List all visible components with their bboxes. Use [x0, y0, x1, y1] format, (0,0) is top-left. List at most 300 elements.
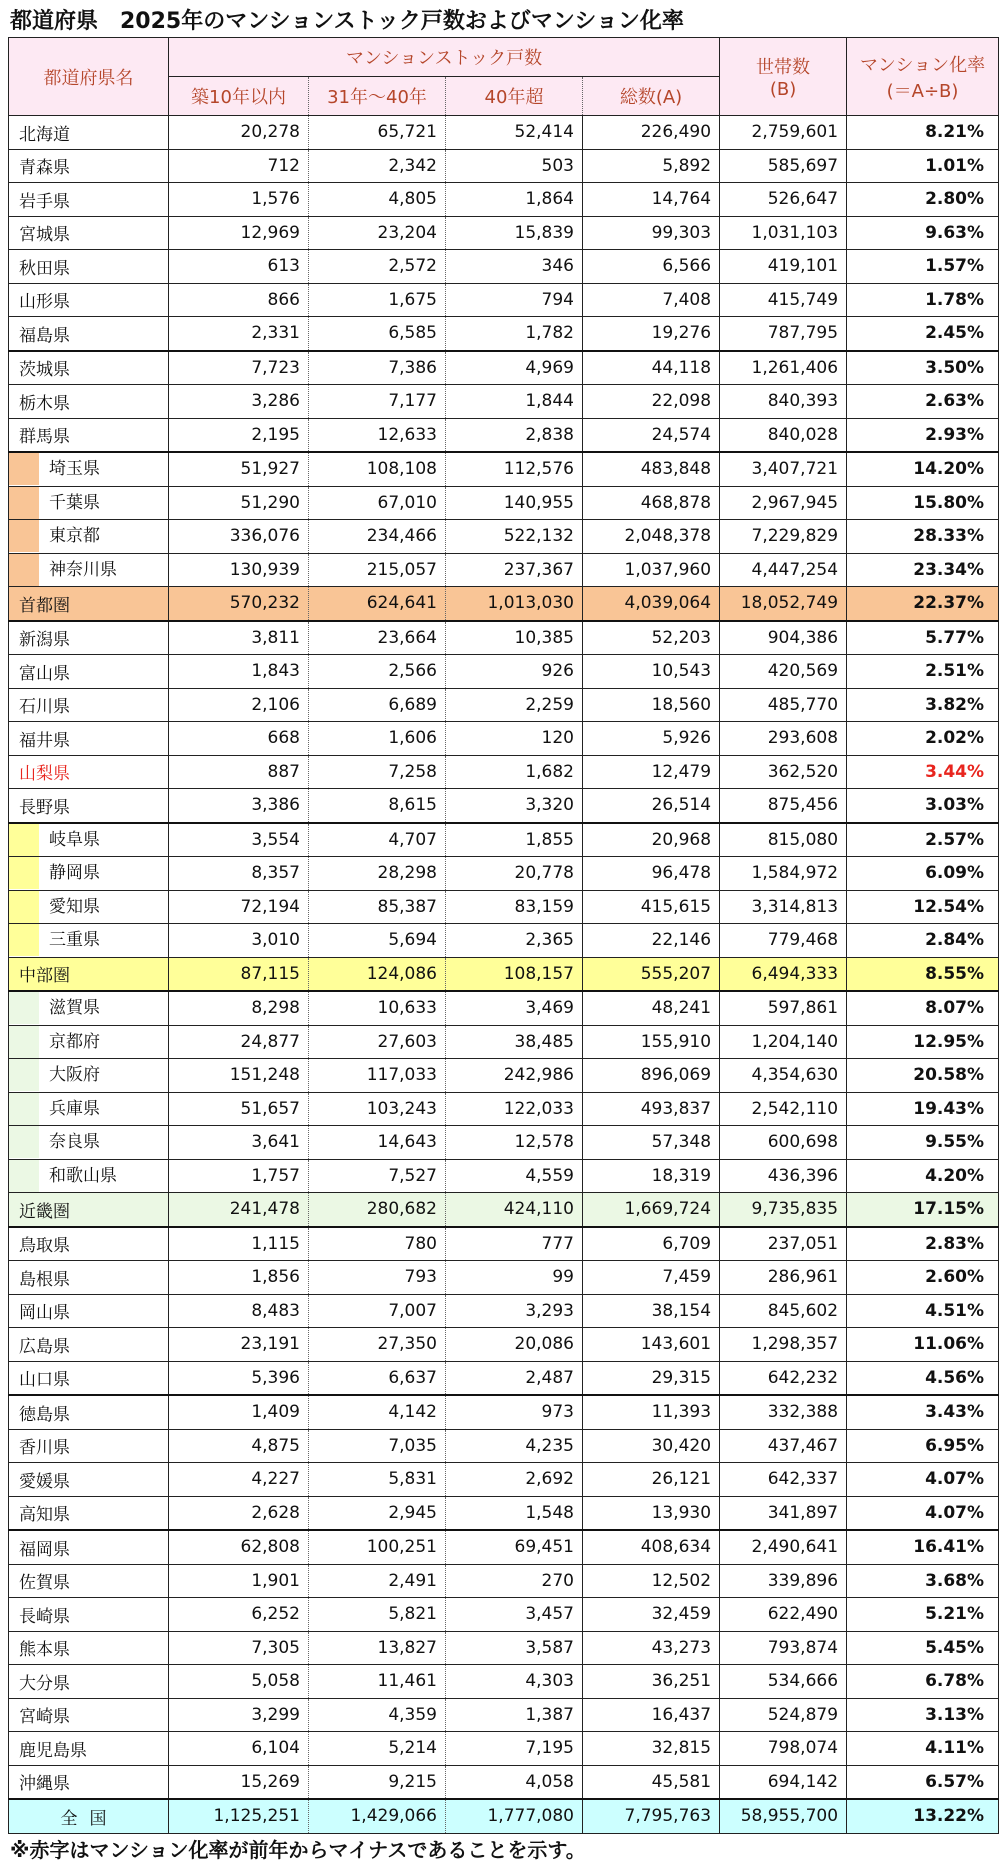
prefecture-name: 長野県 — [19, 797, 70, 818]
total-cell: 468,878 — [583, 486, 720, 520]
prefecture-name-cell — [9, 924, 169, 958]
prefecture-name-cell — [9, 1429, 169, 1463]
prefecture-name-cell — [9, 1732, 169, 1766]
prefecture-name: 福岡県 — [19, 1539, 70, 1560]
table-row — [9, 1665, 999, 1699]
over40-cell: 4,969 — [446, 351, 583, 385]
total-cell: 7,408 — [583, 283, 720, 317]
within10-cell: 62,808 — [169, 1530, 309, 1564]
mansion-stock-table — [8, 37, 999, 1834]
table-row — [9, 452, 999, 486]
31to40-cell: 124,086 — [309, 957, 446, 991]
prefecture-name: 宮崎県 — [19, 1707, 70, 1728]
within10-cell: 1,901 — [169, 1564, 309, 1598]
31to40-cell: 624,641 — [309, 587, 446, 621]
over40-cell: 237,367 — [446, 553, 583, 587]
prefecture-name-cell — [9, 418, 169, 452]
over40-cell: 1,013,030 — [446, 587, 583, 621]
rate-cell: 5.21% — [847, 1598, 999, 1632]
prefecture-name-cell — [9, 1126, 169, 1160]
prefecture-name: 沖縄県 — [19, 1774, 70, 1795]
total-cell: 16,437 — [583, 1698, 720, 1732]
rate-cell: 8.21% — [847, 116, 999, 150]
rate-cell: 12.95% — [847, 1025, 999, 1059]
table-row — [9, 1463, 999, 1497]
over40-cell: 52,414 — [446, 116, 583, 150]
prefecture-name-cell — [9, 250, 169, 284]
31to40-cell: 793 — [309, 1261, 446, 1295]
table-row — [9, 216, 999, 250]
prefecture-name: 大阪府 — [49, 1065, 100, 1086]
31to40-cell: 23,204 — [309, 216, 446, 250]
table-row — [9, 1126, 999, 1160]
table-row — [9, 991, 999, 1025]
over40-cell: 2,365 — [446, 924, 583, 958]
over40-cell: 503 — [446, 149, 583, 183]
prefecture-name: 鳥取県 — [19, 1236, 70, 1257]
households-cell: 840,028 — [720, 418, 847, 452]
total-cell: 29,315 — [583, 1361, 720, 1395]
rate-cell: 9.63% — [847, 216, 999, 250]
households-cell: 18,052,749 — [720, 587, 847, 621]
rate-cell: 3.43% — [847, 1395, 999, 1429]
over40-cell: 122,033 — [446, 1092, 583, 1126]
prefecture-name: 長崎県 — [19, 1606, 70, 1627]
over40-cell: 2,487 — [446, 1361, 583, 1395]
total-cell: 408,634 — [583, 1530, 720, 1564]
households-cell: 597,861 — [720, 991, 847, 1025]
rate-cell: 3.50% — [847, 351, 999, 385]
table-row — [9, 1496, 999, 1530]
total-cell: 1,669,724 — [583, 1193, 720, 1227]
prefecture-name-cell — [9, 1261, 169, 1295]
within10-cell: 151,248 — [169, 1059, 309, 1093]
prefecture-name: 宮城県 — [19, 225, 70, 246]
table-row — [9, 116, 999, 150]
households-cell: 798,074 — [720, 1732, 847, 1766]
over40-cell: 2,259 — [446, 688, 583, 722]
prefecture-name-cell — [9, 149, 169, 183]
rate-cell: 3.03% — [847, 789, 999, 823]
rate-cell: 12.54% — [847, 890, 999, 924]
rate-cell: 1.01% — [847, 149, 999, 183]
prefecture-name: 岩手県 — [19, 191, 70, 212]
households-cell: 3,314,813 — [720, 890, 847, 924]
total-cell: 415,615 — [583, 890, 720, 924]
over40-cell: 1,548 — [446, 1496, 583, 1530]
prefecture-name: 奈良県 — [49, 1132, 100, 1153]
31to40-cell: 100,251 — [309, 1530, 446, 1564]
households-cell: 840,393 — [720, 385, 847, 419]
over40-cell: 1,855 — [446, 823, 583, 857]
rate-cell: 19.43% — [847, 1092, 999, 1126]
prefecture-name: 京都府 — [49, 1031, 100, 1052]
prefecture-name: 徳島県 — [19, 1404, 70, 1425]
within10-cell: 12,969 — [169, 216, 309, 250]
table-row — [9, 520, 999, 554]
over40-cell: 3,293 — [446, 1294, 583, 1328]
total-cell: 38,154 — [583, 1294, 720, 1328]
31to40-cell: 7,527 — [309, 1159, 446, 1193]
31to40-cell: 5,831 — [309, 1463, 446, 1497]
over40-cell: 270 — [446, 1564, 583, 1598]
within10-cell: 3,641 — [169, 1126, 309, 1160]
prefecture-name-cell — [9, 1564, 169, 1598]
region-group-strip — [9, 924, 39, 956]
total-cell: 2,048,378 — [583, 520, 720, 554]
31to40-cell: 65,721 — [309, 116, 446, 150]
total-cell: 14,764 — [583, 183, 720, 217]
within10-cell: 613 — [169, 250, 309, 284]
over40-cell: 973 — [446, 1395, 583, 1429]
total-cell: 26,514 — [583, 789, 720, 823]
prefecture-name: 近畿圏 — [19, 1201, 70, 1222]
31to40-cell: 4,707 — [309, 823, 446, 857]
prefecture-name: 福島県 — [19, 325, 70, 346]
rate-cell: 1.78% — [847, 283, 999, 317]
households-cell: 1,031,103 — [720, 216, 847, 250]
31to40-cell: 2,572 — [309, 250, 446, 284]
households-cell: 875,456 — [720, 789, 847, 823]
prefecture-name: 広島県 — [19, 1336, 70, 1357]
households-cell: 4,447,254 — [720, 553, 847, 587]
header-households-sub: (B) — [769, 79, 797, 100]
within10-cell: 87,115 — [169, 957, 309, 991]
households-cell: 1,298,357 — [720, 1328, 847, 1362]
within10-cell: 1,576 — [169, 183, 309, 217]
households-cell: 362,520 — [720, 755, 847, 789]
rate-cell: 4.20% — [847, 1159, 999, 1193]
over40-cell: 4,235 — [446, 1429, 583, 1463]
table-row — [9, 486, 999, 520]
within10-cell: 4,875 — [169, 1429, 309, 1463]
31to40-cell: 7,177 — [309, 385, 446, 419]
table-row — [9, 1294, 999, 1328]
prefecture-name: 新潟県 — [19, 630, 70, 651]
prefecture-name: 埼玉県 — [49, 459, 100, 480]
prefecture-name-cell — [9, 789, 169, 823]
prefecture-name-cell — [9, 1765, 169, 1799]
households-cell: 793,874 — [720, 1631, 847, 1665]
within10-cell: 887 — [169, 755, 309, 789]
prefecture-name: 千葉県 — [49, 492, 100, 513]
total-cell: 226,490 — [583, 116, 720, 150]
over40-cell: 1,682 — [446, 755, 583, 789]
over40-cell: 108,157 — [446, 957, 583, 991]
within10-cell: 4,227 — [169, 1463, 309, 1497]
over40-cell: 4,058 — [446, 1765, 583, 1799]
total-cell: 483,848 — [583, 452, 720, 486]
within10-cell: 3,299 — [169, 1698, 309, 1732]
prefecture-name-cell — [9, 183, 169, 217]
over40-cell: 38,485 — [446, 1025, 583, 1059]
over40-cell: 1,777,080 — [446, 1799, 583, 1833]
rate-cell: 13.22% — [847, 1799, 999, 1833]
households-cell: 332,388 — [720, 1395, 847, 1429]
households-cell: 787,795 — [720, 317, 847, 351]
rate-cell: 1.57% — [847, 250, 999, 284]
rate-cell: 2.93% — [847, 418, 999, 452]
table-row — [9, 1765, 999, 1799]
total-cell: 20,968 — [583, 823, 720, 857]
prefecture-name: 和歌山県 — [49, 1165, 117, 1186]
within10-cell: 51,290 — [169, 486, 309, 520]
prefecture-name: 首都圏 — [19, 595, 70, 616]
31to40-cell: 108,108 — [309, 452, 446, 486]
table-row — [9, 722, 999, 756]
prefecture-name: 滋賀県 — [49, 998, 100, 1019]
prefecture-name-cell — [9, 216, 169, 250]
within10-cell: 15,269 — [169, 1765, 309, 1799]
table-row — [9, 1328, 999, 1362]
region-group-strip — [9, 487, 39, 519]
households-cell: 415,749 — [720, 283, 847, 317]
prefecture-name: 青森県 — [19, 158, 70, 179]
31to40-cell: 12,633 — [309, 418, 446, 452]
31to40-cell: 10,633 — [309, 991, 446, 1025]
households-cell: 1,261,406 — [720, 351, 847, 385]
31to40-cell: 6,689 — [309, 688, 446, 722]
region-group-strip — [9, 554, 39, 586]
within10-cell: 5,396 — [169, 1361, 309, 1395]
prefecture-name-cell — [9, 1328, 169, 1362]
header-households — [720, 38, 847, 116]
prefecture-name: 山口県 — [19, 1370, 70, 1391]
prefecture-name: 福井県 — [19, 730, 70, 751]
region-group-strip — [9, 520, 39, 552]
total-cell: 12,502 — [583, 1564, 720, 1598]
table-row — [9, 890, 999, 924]
prefecture-name-cell — [9, 755, 169, 789]
table-row — [9, 1025, 999, 1059]
over40-cell: 3,469 — [446, 991, 583, 1025]
prefecture-name: 愛知県 — [49, 896, 100, 917]
households-cell: 485,770 — [720, 688, 847, 722]
rate-cell: 4.07% — [847, 1496, 999, 1530]
header-31to40: 31年～40年 — [309, 77, 446, 116]
rate-cell: 3.68% — [847, 1564, 999, 1598]
prefecture-name-cell — [9, 553, 169, 587]
total-cell: 22,098 — [583, 385, 720, 419]
households-cell: 815,080 — [720, 823, 847, 857]
31to40-cell: 2,342 — [309, 149, 446, 183]
table-row — [9, 1395, 999, 1429]
households-cell: 2,542,110 — [720, 1092, 847, 1126]
within10-cell: 3,811 — [169, 621, 309, 655]
rate-cell: 2.84% — [847, 924, 999, 958]
over40-cell: 1,844 — [446, 385, 583, 419]
header-within10: 築10年以内 — [169, 77, 309, 116]
total-cell: 155,910 — [583, 1025, 720, 1059]
prefecture-name: 佐賀県 — [19, 1573, 70, 1594]
rate-cell: 23.34% — [847, 553, 999, 587]
over40-cell: 522,132 — [446, 520, 583, 554]
table-row — [9, 283, 999, 317]
households-cell: 420,569 — [720, 655, 847, 689]
rate-cell: 4.11% — [847, 1732, 999, 1766]
table-row — [9, 250, 999, 284]
table-row — [9, 385, 999, 419]
within10-cell: 7,723 — [169, 351, 309, 385]
households-cell: 6,494,333 — [720, 957, 847, 991]
table-row — [9, 183, 999, 217]
total-cell: 52,203 — [583, 621, 720, 655]
total-cell: 493,837 — [583, 1092, 720, 1126]
prefecture-name: 秋田県 — [19, 258, 70, 279]
over40-cell: 3,457 — [446, 1598, 583, 1632]
prefecture-name-cell — [9, 1496, 169, 1530]
rate-cell: 4.51% — [847, 1294, 999, 1328]
over40-cell: 777 — [446, 1227, 583, 1261]
within10-cell: 1,115 — [169, 1227, 309, 1261]
31to40-cell: 780 — [309, 1227, 446, 1261]
total-cell: 13,930 — [583, 1496, 720, 1530]
households-cell: 642,337 — [720, 1463, 847, 1497]
31to40-cell: 4,359 — [309, 1698, 446, 1732]
within10-cell: 51,657 — [169, 1092, 309, 1126]
prefecture-name-cell — [9, 1227, 169, 1261]
header-over40: 40年超 — [446, 77, 583, 116]
over40-cell: 83,159 — [446, 890, 583, 924]
over40-cell: 4,303 — [446, 1665, 583, 1699]
households-cell: 524,879 — [720, 1698, 847, 1732]
31to40-cell: 103,243 — [309, 1092, 446, 1126]
over40-cell: 140,955 — [446, 486, 583, 520]
over40-cell: 2,838 — [446, 418, 583, 452]
over40-cell: 1,864 — [446, 183, 583, 217]
within10-cell: 2,106 — [169, 688, 309, 722]
households-cell: 7,229,829 — [720, 520, 847, 554]
within10-cell: 866 — [169, 283, 309, 317]
prefecture-name-cell — [9, 1530, 169, 1564]
table-row — [9, 149, 999, 183]
rate-cell: 4.07% — [847, 1463, 999, 1497]
prefecture-name: 群馬県 — [19, 427, 70, 448]
households-cell: 293,608 — [720, 722, 847, 756]
within10-cell: 1,843 — [169, 655, 309, 689]
31to40-cell: 28,298 — [309, 857, 446, 891]
header-rate-label: マンション化率 — [859, 54, 986, 76]
prefecture-name-cell — [9, 385, 169, 419]
total-cell: 24,574 — [583, 418, 720, 452]
prefecture-name-cell — [9, 1698, 169, 1732]
over40-cell: 12,578 — [446, 1126, 583, 1160]
header-rate — [847, 38, 999, 116]
within10-cell: 72,194 — [169, 890, 309, 924]
national-total-row — [9, 1799, 999, 1833]
total-cell: 32,459 — [583, 1598, 720, 1632]
within10-cell: 3,554 — [169, 823, 309, 857]
within10-cell: 8,298 — [169, 991, 309, 1025]
prefecture-name-cell — [9, 116, 169, 150]
31to40-cell: 4,805 — [309, 183, 446, 217]
prefecture-name-cell — [9, 1025, 169, 1059]
31to40-cell: 85,387 — [309, 890, 446, 924]
over40-cell: 4,559 — [446, 1159, 583, 1193]
total-cell: 57,348 — [583, 1126, 720, 1160]
rate-cell: 20.58% — [847, 1059, 999, 1093]
region-group-strip — [9, 1160, 39, 1192]
prefecture-name-cell — [9, 1193, 169, 1227]
total-cell: 4,039,064 — [583, 587, 720, 621]
rate-cell: 8.07% — [847, 991, 999, 1025]
region-group-strip — [9, 992, 39, 1024]
rate-cell: 6.09% — [847, 857, 999, 891]
within10-cell: 5,058 — [169, 1665, 309, 1699]
total-cell: 26,121 — [583, 1463, 720, 1497]
within10-cell: 23,191 — [169, 1328, 309, 1362]
prefecture-name-cell — [9, 655, 169, 689]
households-cell: 1,204,140 — [720, 1025, 847, 1059]
31to40-cell: 27,603 — [309, 1025, 446, 1059]
households-cell: 585,697 — [720, 149, 847, 183]
prefecture-name: 愛媛県 — [19, 1471, 70, 1492]
table-row — [9, 1059, 999, 1093]
table-row — [9, 553, 999, 587]
over40-cell: 794 — [446, 283, 583, 317]
prefecture-name-cell — [9, 317, 169, 351]
prefecture-name: 石川県 — [19, 697, 70, 718]
31to40-cell: 13,827 — [309, 1631, 446, 1665]
prefecture-name: 富山県 — [19, 663, 70, 684]
households-cell: 4,354,630 — [720, 1059, 847, 1093]
prefecture-name-cell — [9, 1059, 169, 1093]
over40-cell: 242,986 — [446, 1059, 583, 1093]
over40-cell: 1,782 — [446, 317, 583, 351]
households-cell: 341,897 — [720, 1496, 847, 1530]
prefecture-name: 山形県 — [19, 292, 70, 313]
region-total-row — [9, 1193, 999, 1227]
table-row — [9, 1092, 999, 1126]
31to40-cell: 7,258 — [309, 755, 446, 789]
within10-cell: 20,278 — [169, 116, 309, 150]
31to40-cell: 27,350 — [309, 1328, 446, 1362]
within10-cell: 1,409 — [169, 1395, 309, 1429]
31to40-cell: 280,682 — [309, 1193, 446, 1227]
households-cell: 3,407,721 — [720, 452, 847, 486]
total-cell: 32,815 — [583, 1732, 720, 1766]
total-cell: 7,795,763 — [583, 1799, 720, 1833]
prefecture-name: 香川県 — [19, 1438, 70, 1459]
households-cell: 2,759,601 — [720, 116, 847, 150]
table-row — [9, 688, 999, 722]
over40-cell: 3,587 — [446, 1631, 583, 1665]
table-row — [9, 789, 999, 823]
total-cell: 48,241 — [583, 991, 720, 1025]
within10-cell: 1,856 — [169, 1261, 309, 1295]
households-cell: 237,051 — [720, 1227, 847, 1261]
table-row — [9, 1564, 999, 1598]
over40-cell: 99 — [446, 1261, 583, 1295]
within10-cell: 3,386 — [169, 789, 309, 823]
over40-cell: 346 — [446, 250, 583, 284]
31to40-cell: 9,215 — [309, 1765, 446, 1799]
prefecture-name-cell — [9, 1631, 169, 1665]
within10-cell: 336,076 — [169, 520, 309, 554]
header-total: 総数(A) — [583, 77, 720, 116]
rate-cell: 6.95% — [847, 1429, 999, 1463]
rate-cell: 4.56% — [847, 1361, 999, 1395]
table-row — [9, 1530, 999, 1564]
prefecture-name: 岐阜県 — [49, 829, 100, 850]
rate-cell: 2.60% — [847, 1261, 999, 1295]
total-cell: 36,251 — [583, 1665, 720, 1699]
region-group-strip — [9, 1093, 39, 1125]
within10-cell: 6,252 — [169, 1598, 309, 1632]
prefecture-name: 茨城県 — [19, 360, 70, 381]
31to40-cell: 5,821 — [309, 1598, 446, 1632]
table-row — [9, 621, 999, 655]
